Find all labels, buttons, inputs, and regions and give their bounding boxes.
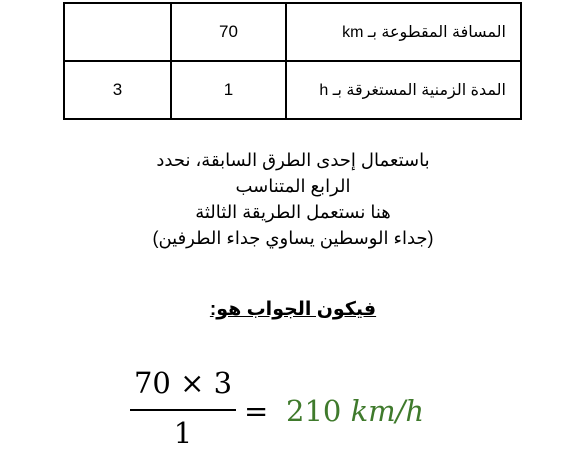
result [286, 394, 424, 428]
table-row-time [64, 61, 521, 119]
formula [128, 360, 458, 450]
explanation-line-2: الرابع المتناسب [235, 176, 351, 196]
table-cell-time-col3: 3 [64, 61, 171, 119]
proportion-table [63, 2, 522, 120]
equals-sign: = [244, 394, 269, 428]
explanation-line-3: هنا نستعمل الطريقة الثالثة [195, 202, 391, 222]
table-cell-time-value: 1 [171, 61, 286, 119]
table-cell-distance-label: المسافة المقطوعة بـ km [286, 3, 521, 61]
answer-heading: فيكون الجواب هو: [209, 299, 377, 320]
fraction-numerator: 70 × 3 [133, 366, 233, 400]
result-unit: km/h [350, 394, 425, 428]
fraction-denominator: 1 [173, 416, 193, 450]
fraction-bar [130, 409, 236, 411]
explanation-line-1: باستعمال إحدى الطرق السابقة، نحدد [156, 150, 430, 170]
table-row-distance [64, 3, 521, 61]
result-value: 210 [286, 394, 342, 428]
explanation-line-4: (جداء الوسطين يساوي جداء الطرفين) [152, 228, 434, 248]
fraction [128, 360, 238, 450]
table-cell-time-label: المدة الزمنية المستغرقة بـ h [286, 61, 521, 119]
table-cell-distance-value: 70 [171, 3, 286, 61]
table-cell-distance-col3 [64, 3, 171, 61]
